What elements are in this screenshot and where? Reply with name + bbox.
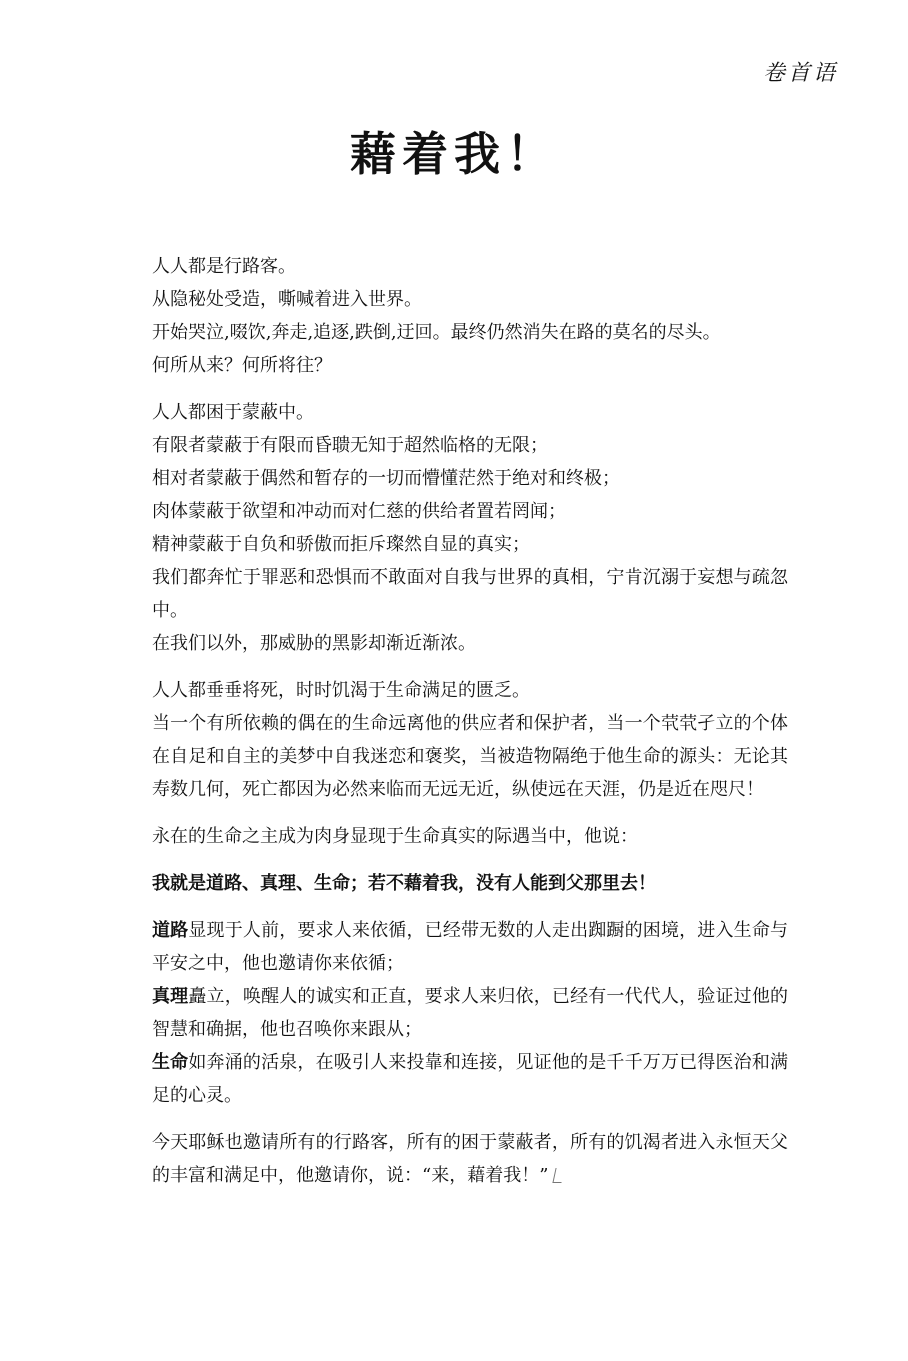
paragraph-way-truth-life	[152, 914, 788, 1112]
text-line: 精神蒙蔽于自负和骄傲而拒斥璨然自显的真实；	[152, 534, 530, 555]
way-keyword: 道路	[152, 920, 189, 941]
text-line: 人人都垂垂将死，时时饥渴于生命满足的匮乏。	[152, 680, 530, 701]
key-verse: 我就是道路、真理、生命；若不藉着我，没有人能到父那里去！	[152, 873, 656, 894]
text-line: 何所从来？何所将往？	[152, 355, 332, 376]
truth-line	[152, 980, 788, 1046]
life-line	[152, 1046, 788, 1112]
end-mark-icon	[553, 1168, 565, 1183]
paragraph-blindness	[152, 396, 788, 660]
life-text: 如奔涌的活泉，在吸引人来投靠和连接，见证他的是千千万万已得医治和满足的心灵。	[152, 1052, 789, 1106]
text-line: 当一个有所依赖的偶在的生命远离他的供应者和保护者，当一个茕茕孑立的个体在自足和自主的美梦中自我迷恋和褒奖，当被造物隔绝于他生命的源头：无论其寿数几何，死亡都因为必然来临而无远无近，纵使远在天涯，仍是近在咫尺！	[152, 713, 788, 800]
paragraph-lord-said	[152, 820, 788, 853]
paragraph-death	[152, 674, 788, 806]
page-title: 藉着我！	[350, 127, 558, 181]
text-line: 人人都困于蒙蔽中。	[152, 402, 314, 423]
paragraph-travelers	[152, 250, 788, 382]
text-line: 人人都是行路客。	[152, 256, 296, 277]
text-line: 开始哭泣,啜饮,奔走,追逐,跌倒,迂回。最终仍然消失在路的莫名的尽头。	[152, 322, 721, 343]
text-line: 相对者蒙蔽于偶然和暂存的一切而懵懂茫然于绝对和终极；	[152, 468, 620, 489]
text-line: 我们都奔忙于罪恶和恐惧而不敢面对自我与世界的真相，宁肯沉溺于妄想与疏忽中。	[152, 567, 788, 621]
text-line: 肉体蒙蔽于欲望和冲动而对仁慈的供给者置若罔闻；	[152, 501, 566, 522]
text-line: 从隐秘处受造，嘶喊着进入世界。	[152, 289, 422, 310]
invitation-line	[152, 1126, 788, 1192]
paragraph-key-verse	[152, 867, 788, 900]
life-keyword: 生命	[152, 1052, 189, 1073]
truth-text: 矗立，唤醒人的诚实和正直，要求人来归依，已经有一代代人，验证过他的智慧和确据，他也召唤你来跟从；	[152, 986, 789, 1040]
page-section-label: 卷首语	[762, 61, 838, 86]
truth-keyword: 真理	[152, 986, 189, 1007]
text-line: 有限者蒙蔽于有限而昏聩无知于超然临格的无限；	[152, 435, 548, 456]
invitation-text: 今天耶稣也邀请所有的行路客，所有的困于蒙蔽者，所有的饥渴者进入永恒天父的丰富和满足中，他邀请你，说：“来，藉着我！”	[152, 1132, 788, 1186]
text-line: 永在的生命之主成为肉身显现于生命真实的际遇当中，他说：	[152, 826, 638, 847]
article-body	[152, 250, 788, 1206]
text-line: 在我们以外，那威胁的黑影却渐近渐浓。	[152, 633, 476, 654]
way-text: 显现于人前，要求人来依循，已经带无数的人走出踟蹰的困境，进入生命与平安之中，他也邀请你来依循；	[152, 920, 789, 974]
paragraph-invitation	[152, 1126, 788, 1192]
way-line	[152, 914, 788, 980]
